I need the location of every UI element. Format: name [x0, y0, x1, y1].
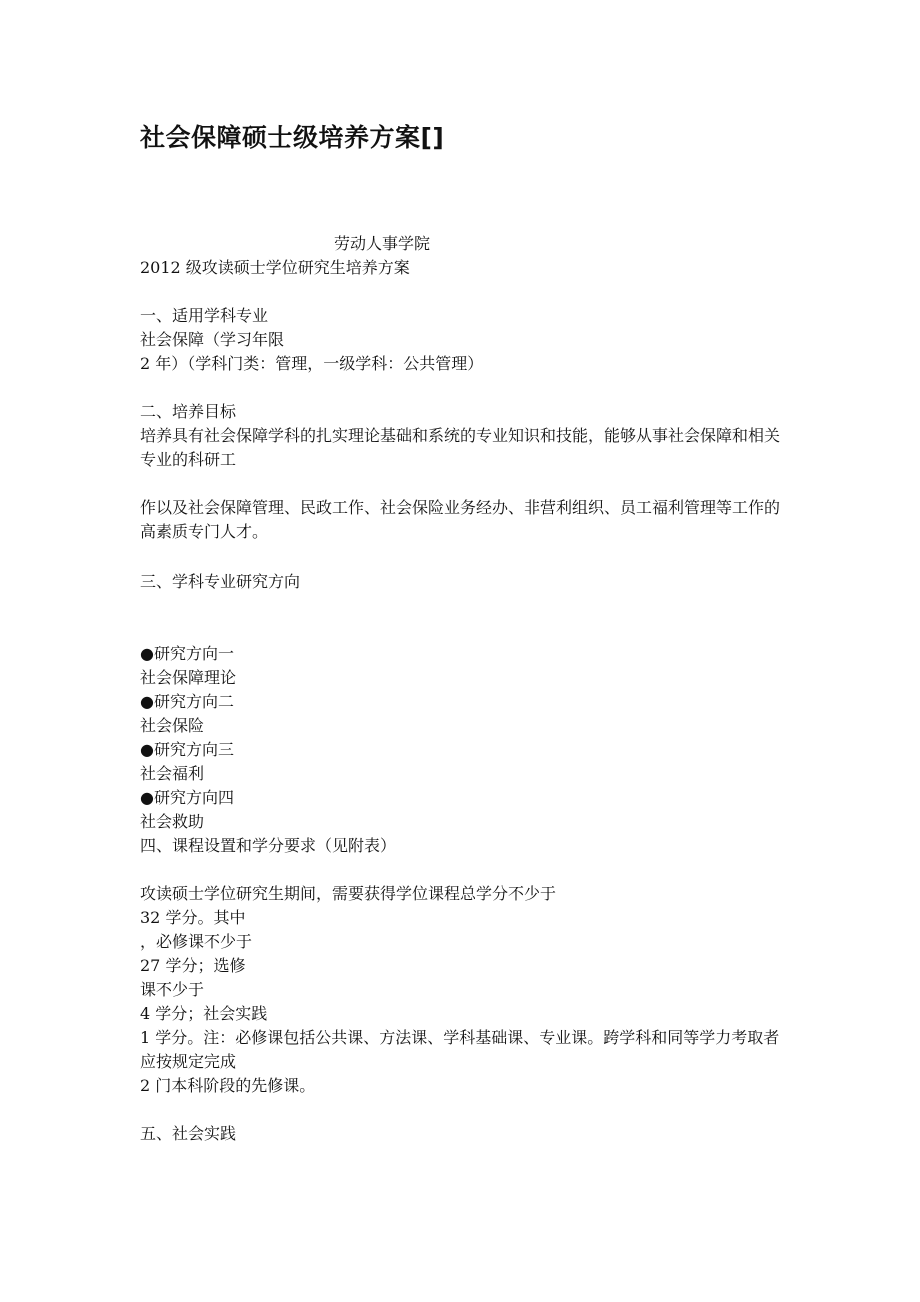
document-title: 社会保障硕士级培养方案[] [140, 123, 445, 152]
research-direction-name: 社会保险 [140, 716, 205, 735]
section1-heading: 一、适用学科专业 [140, 306, 269, 325]
section4-heading: 四、课程设置和学分要求（见附表） [140, 836, 397, 855]
section4-line: 27 学分；选修 [140, 956, 246, 975]
section1-line2: 2 年）（学科门类：管理，一级学科：公共管理） [140, 354, 484, 373]
section4-line: 4 学分；社会实践 [140, 1004, 268, 1023]
section5-heading: 五、社会实践 [140, 1124, 237, 1143]
section2-heading: 二、培养目标 [140, 402, 237, 421]
section4-line: 课不少于 [140, 980, 205, 999]
research-direction-name: 社会保障理论 [140, 668, 237, 687]
section3-heading: 三、学科专业研究方向 [140, 572, 301, 591]
research-direction-label: ●研究方向三 [140, 740, 234, 759]
section4-line: 32 学分。其中 [140, 908, 246, 927]
section1-line1: 社会保障（学习年限 [140, 330, 285, 349]
section4-line: ，必修课不少于 [140, 932, 253, 951]
research-direction-label: ●研究方向四 [140, 788, 234, 807]
research-direction-label: ●研究方向二 [140, 692, 234, 711]
research-direction-name: 社会福利 [140, 764, 205, 783]
section2-paragraph-2: 作以及社会保障管理、民政工作、社会保险业务经办、非营利组织、员工福利管理等工作的高素质专门人才。 [140, 498, 781, 541]
section2-paragraph-1: 培养具有社会保障学科的扎实理论基础和系统的专业知识和技能，能够从事社会保障和相关专业的科研工 [140, 426, 781, 469]
section4-line: 攻读硕士学位研究生期间，需要获得学位课程总学分不少于 [140, 884, 557, 903]
institution-name: 劳动人事学院 [334, 234, 431, 253]
section4-last-line: 2 门本科阶段的先修课。 [140, 1076, 316, 1095]
plan-title: 2012 级攻读硕士学位研究生培养方案 [140, 258, 410, 277]
research-direction-name: 社会救助 [140, 812, 205, 831]
research-direction-label: ●研究方向一 [140, 644, 234, 663]
section4-note: 1 学分。注：必修课包括公共课、方法课、学科基础课、专业课。跨学科和同等学力考取者应按规定完成 [140, 1028, 780, 1071]
